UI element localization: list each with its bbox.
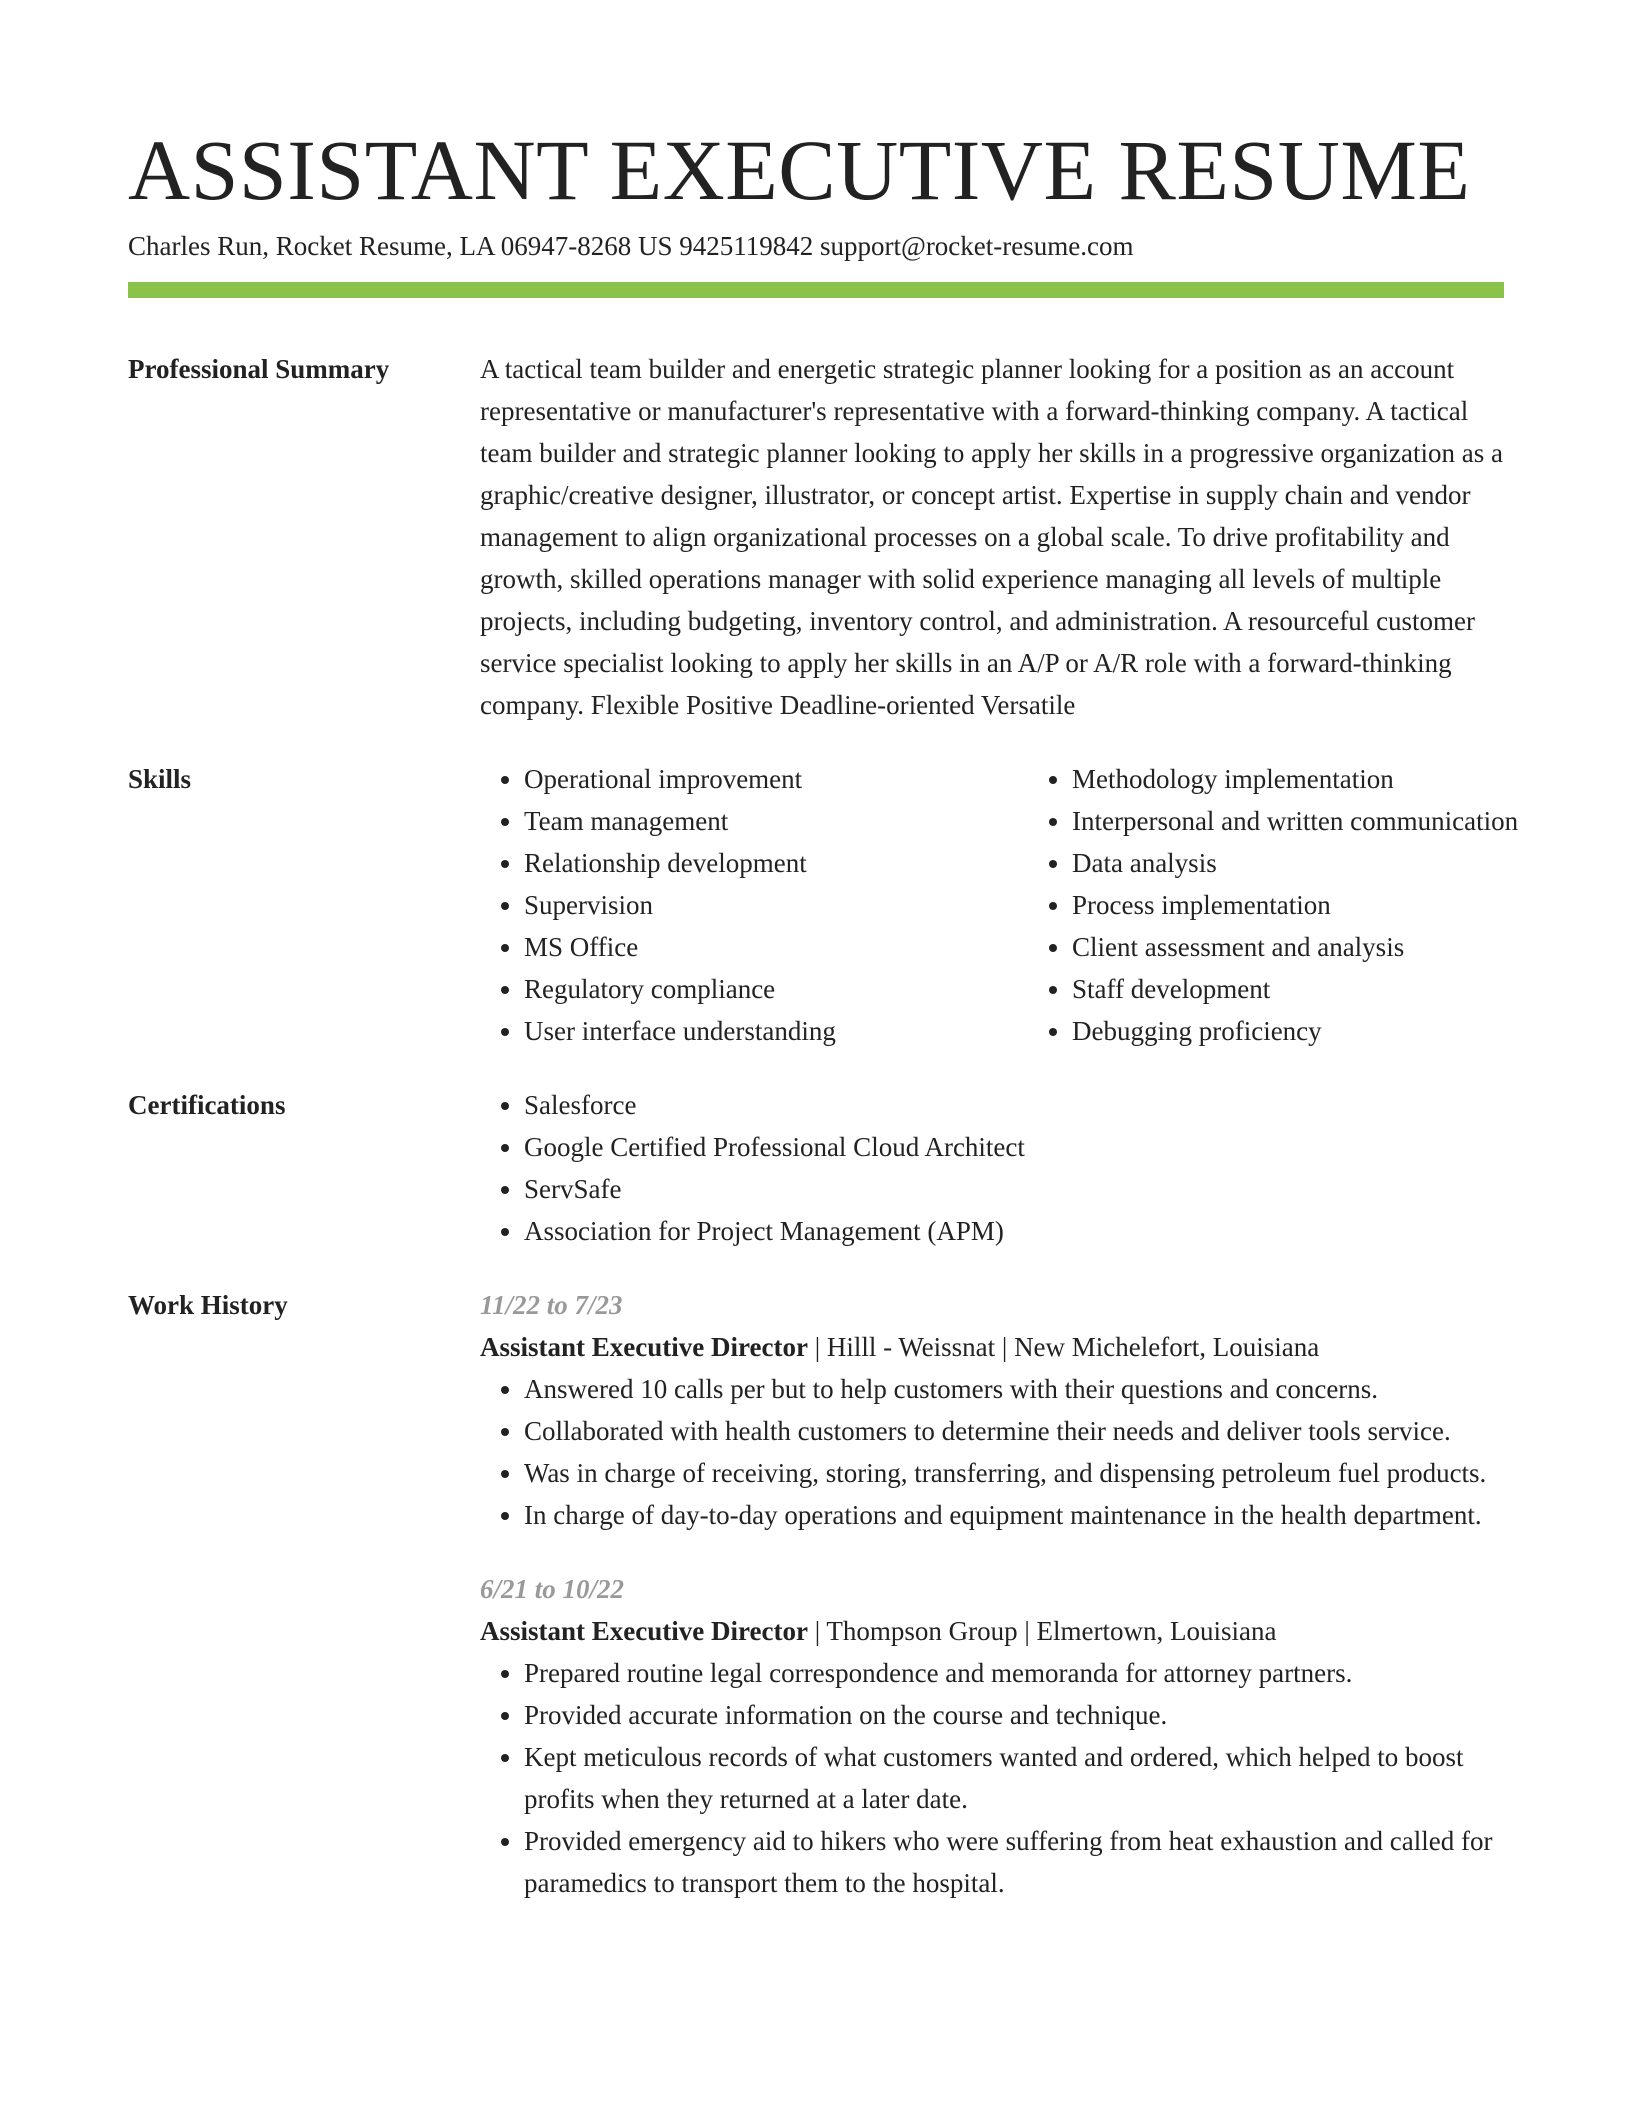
certification-item: • ServSafe — [524, 1168, 1504, 1210]
work-history-heading: Work History — [128, 1290, 288, 1320]
skill-item: • Client assessment and analysis — [1072, 926, 1518, 968]
job-entry — [480, 1284, 1504, 1536]
certifications-list — [480, 1084, 1504, 1252]
certifications-heading: Certifications — [128, 1090, 286, 1120]
certification-item: • Salesforce — [524, 1084, 1504, 1126]
skill-item: • Team management — [524, 800, 1028, 842]
certification-item: • Google Certified Professional Cloud Architect — [524, 1126, 1504, 1168]
skill-item: • Operational improvement — [524, 758, 1028, 800]
job-duties-list — [480, 1368, 1504, 1536]
contact-line: Charles Run, Rocket Resume, LA 06947-8268 US 9425119842 support@rocket-resume.com — [128, 231, 1134, 261]
summary-section — [128, 348, 1504, 726]
work-history-body — [480, 1284, 1504, 1936]
skills-list-right — [1028, 758, 1518, 1052]
skills-heading: Skills — [128, 764, 192, 794]
skill-item: • User interface understanding — [524, 1010, 1028, 1052]
job-duty-item: • Was in charge of receiving, storing, transferring, and dispensing petroleum fuel products. — [524, 1452, 1504, 1494]
job-title-line — [480, 1610, 1504, 1652]
job-duty-item: • Prepared routine legal correspondence and memoranda for attorney partners. — [524, 1652, 1504, 1694]
job-role: Assistant Executive Director — [480, 1616, 808, 1646]
skill-item: • MS Office — [524, 926, 1028, 968]
skill-item: • Staff development — [1072, 968, 1518, 1010]
job-duties-list — [480, 1652, 1504, 1904]
work-history-section — [128, 1284, 1504, 1936]
resume-page — [128, 0, 1519, 1936]
job-company-location: | Hilll - Weissnat | New Michelefort, Louisiana — [807, 1332, 1320, 1362]
skill-item: • Interpersonal and written communication — [1072, 800, 1518, 842]
job-duty-item: • Collaborated with health customers to determine their needs and deliver tools service. — [524, 1410, 1504, 1452]
certifications-body — [480, 1084, 1504, 1252]
job-dates: 6/21 to 10/22 — [480, 1574, 625, 1604]
skill-item: • Supervision — [524, 884, 1028, 926]
resume-title: ASSISTANT EXECUTIVE RESUME — [128, 122, 1471, 218]
skills-columns — [480, 758, 1518, 1052]
job-duty-item: • Kept meticulous records of what customers wanted and ordered, which helped to boost profits when they returned at a later date. — [524, 1736, 1504, 1820]
job-entry — [480, 1568, 1504, 1904]
certification-item: • Association for Project Management (APM) — [524, 1210, 1504, 1252]
summary-text: A tactical team builder and energetic strategic planner looking for a position as an account representative or manufacturer's representative with a forward-thinking company. A tactical team builder and strategic planner looking to apply her skills in a progressive organization as a graphic/creative designer, illustrator, or concept artist. Expertise in supply chain and vendor management to align organizational processes on a global scale. To drive profitability and growth, skilled operations manager with solid experience managing all levels of multiple projects, including budgeting, inventory control, and administration. A resourceful customer service specialist looking to apply her skills in an A/P or A/R role with a forward-thinking company. Flexible Positive Deadline-oriented Versatile — [480, 354, 1503, 720]
skill-item: • Data analysis — [1072, 842, 1518, 884]
certifications-section — [128, 1084, 1504, 1252]
job-dates: 11/22 to 7/23 — [480, 1290, 623, 1320]
job-title-line — [480, 1326, 1504, 1368]
skills-section — [128, 758, 1519, 1052]
skill-item: • Process implementation — [1072, 884, 1518, 926]
skill-item: • Debugging proficiency — [1072, 1010, 1518, 1052]
skill-item: • Regulatory compliance — [524, 968, 1028, 1010]
skill-item: • Relationship development — [524, 842, 1028, 884]
header-divider — [128, 282, 1504, 298]
job-duty-item: • Provided emergency aid to hikers who were suffering from heat exhaustion and called for paramedics to transport them to the hospital. — [524, 1820, 1504, 1904]
job-role: Assistant Executive Director — [480, 1332, 808, 1362]
summary-heading: Professional Summary — [128, 354, 390, 384]
skills-list-left — [480, 758, 1028, 1052]
job-company-location: | Thompson Group | Elmertown, Louisiana — [807, 1616, 1277, 1646]
skill-item: • Methodology implementation — [1072, 758, 1518, 800]
job-duty-item: • Answered 10 calls per but to help customers with their questions and concerns. — [524, 1368, 1504, 1410]
job-duty-item: • Provided accurate information on the course and technique. — [524, 1694, 1504, 1736]
job-duty-item: • In charge of day-to-day operations and equipment maintenance in the health department. — [524, 1494, 1504, 1536]
